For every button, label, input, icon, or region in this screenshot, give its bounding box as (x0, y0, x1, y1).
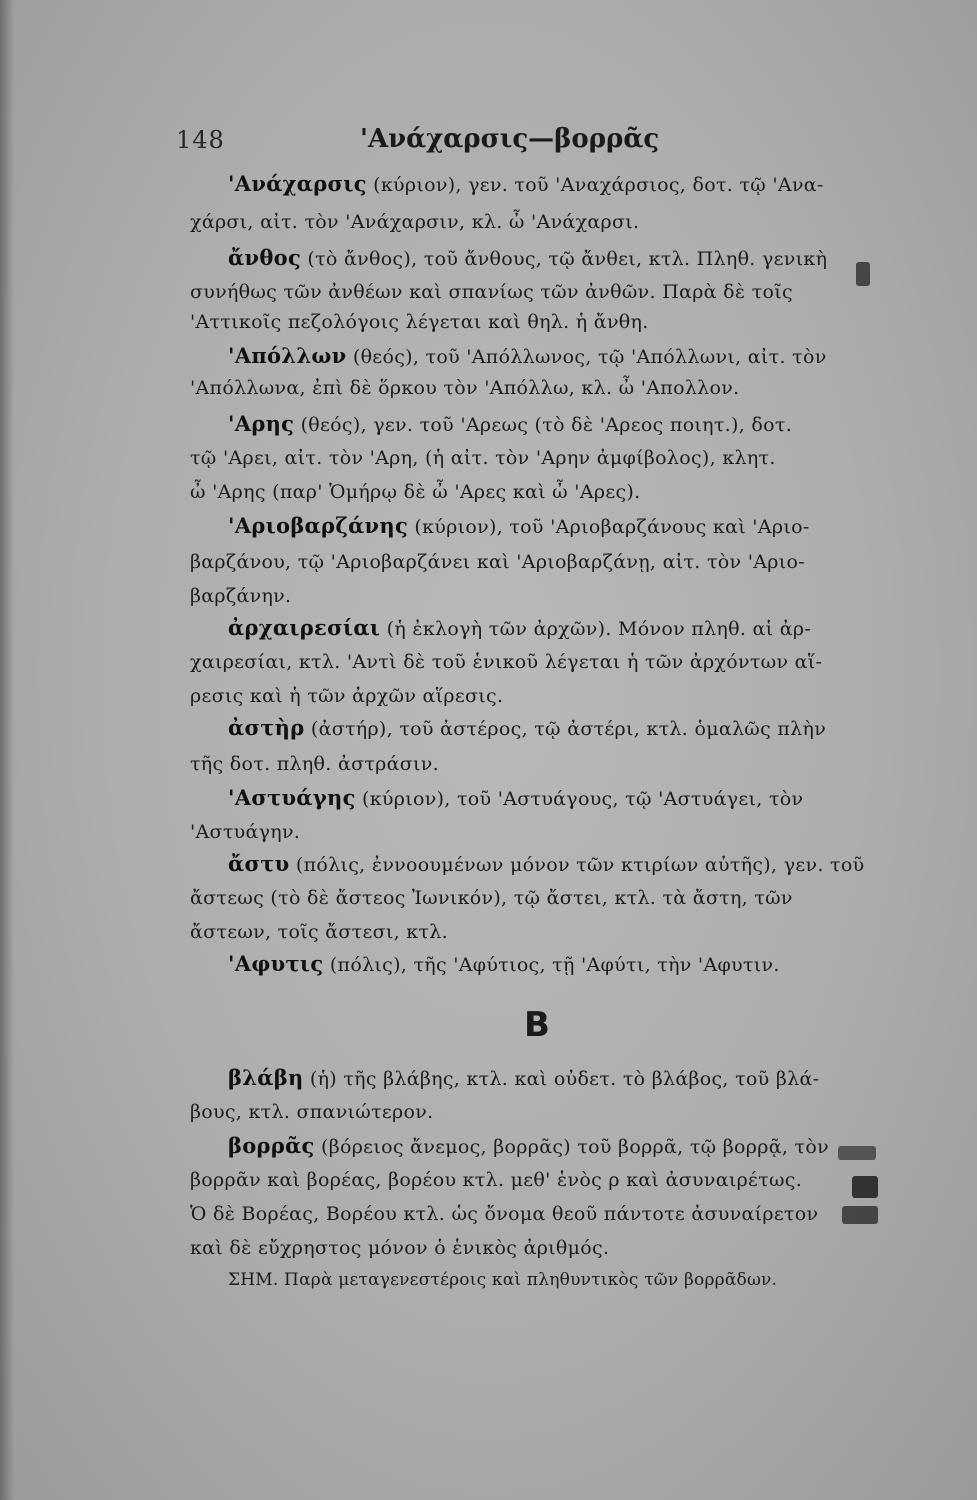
entry-line: 'Αφυτις (πόλις), τῆς 'Αφύτιος, τῇ 'Αφύτι, τὴν 'Αφυτιν. (228, 951, 780, 976)
entry-line: ρεσις καὶ ἡ τῶν ἀρχῶν αἵρεσις. (190, 685, 504, 707)
entry-line: Ὁ δὲ Βορέας, Βορέου κτλ. ὡς ὄνομα θεοῦ πάντοτε ἀσυναίρετον (190, 1203, 819, 1225)
entry-line: τῷ 'Αρει, αἰτ. τὸν 'Αρη, (ἡ αἰτ. τὸν 'Αρην ἀμφίβολος), κλητ. (190, 447, 776, 469)
entry-line: 'Ανάχαρσις (κύριον), γεν. τοῦ 'Αναχάρσιος, δοτ. τῷ 'Ανα- (228, 171, 824, 196)
entry-line: ὦ 'Αρης (παρ' Ὁμήρῳ δὲ ὦ 'Αρες καὶ ὦ 'Αρες). (190, 481, 641, 503)
entry-line: ἄνθος (τὸ ἄνθος), τοῦ ἄνθους, τῷ ἄνθει, κτλ. Πληθ. γενικὴ (228, 245, 828, 270)
entry-line: τῆς δοτ. πληθ. ἀστράσιν. (190, 753, 439, 775)
section-heading-letter: Β (524, 1005, 550, 1045)
entry-line: 'Αριοβαρζάνης (κύριον), τοῦ 'Αριοβαρζάνους καὶ 'Αριο- (228, 513, 810, 538)
entry-line: βλάβη (ἡ) τῆς βλάβης, κτλ. καὶ οὐδετ. τὸ βλάβος, τοῦ βλά- (228, 1065, 820, 1090)
entry-line: 'Απόλλων (θεός), τοῦ 'Απόλλωνος, τῷ 'Απόλλωνι, αἰτ. τὸν (228, 343, 827, 368)
entry-line: ἀστὴρ (ἀστήρ), τοῦ ἀστέρος, τῷ ἀστέρι, κτλ. ὁμαλῶς πλὴν (228, 715, 827, 740)
entry-line: βους, κτλ. σπανιώτερον. (190, 1101, 434, 1123)
running-head (0, 120, 977, 160)
entry-line: συνήθως τῶν ἀνθέων καὶ σπανίως τῶν ἀνθῶν. Παρὰ δὲ τοῖς (190, 281, 793, 303)
entry-line: βαρζάνην. (190, 585, 292, 607)
entry-line: χαιρεσίαι, κτλ. 'Αντὶ δὲ τοῦ ἑνικοῦ λέγεται ἡ τῶν ἀρχόντων αἵ- (190, 651, 823, 673)
entry-line: 'Αστυάγης (κύριον), τοῦ 'Αστυάγους, τῷ 'Αστυάγει, τὸν (228, 785, 804, 810)
entry-line: ἄστυ (πόλις, ἐννοουμένων μόνον τῶν κτιρίων αὐτῆς), γεν. τοῦ (228, 851, 865, 876)
ink-smudge (856, 262, 870, 286)
entry-line: 'Αστυάγην. (190, 821, 301, 843)
page-edge-shadow (0, 0, 14, 1500)
entry-line: 'Αρης (θεός), γεν. τοῦ 'Αρεως (τὸ δὲ 'Αρεος ποιητ.), δοτ. (228, 411, 793, 436)
entry-line: ἀρχαιρεσίαι (ἡ ἐκλογὴ τῶν ἀρχῶν). Μόνον πληθ. αἱ ἀρ- (228, 615, 812, 640)
entry-line: βορρᾶν καὶ βορέας, βορέου κτλ. μεθ' ἑνὸς ρ καὶ ἀσυναιρέτως. (190, 1169, 803, 1191)
ink-smudge (842, 1206, 878, 1224)
entry-line: βαρζάνου, τῷ 'Αριοβαρζάνει καὶ 'Αριοβαρζάνῃ, αἰτ. τὸν 'Αριο- (190, 551, 805, 573)
ink-smudge (852, 1176, 878, 1198)
entry-line: 'Απόλλωνα, ἐπὶ δὲ ὅρκου τὸν 'Απόλλω, κλ. ὦ 'Απολλον. (190, 377, 740, 399)
entry-line: ἄστεων, τοῖς ἄστεσι, κτλ. (190, 921, 448, 943)
entry-line: καὶ δὲ εὔχρηστος μόνον ὁ ἑνικὸς ἀριθμός. (190, 1237, 610, 1259)
running-head-title: 'Ανάχαρσις—βορρᾶς (360, 124, 660, 154)
ink-smudge (838, 1146, 876, 1160)
entry-line: χάρσι, αἰτ. τὸν 'Ανάχαρσιν, κλ. ὦ 'Ανάχαρσι. (190, 211, 640, 233)
entry-line: βορρᾶς (βόρειος ἄνεμος, βορρᾶς) τοῦ βορρᾶ, τῷ βορρᾷ, τὸν (228, 1133, 829, 1158)
entry-line: ἄστεως (τὸ δὲ ἄστεος Ἰωνικόν), τῷ ἄστει, κτλ. τὰ ἄστη, τῶν (190, 887, 793, 909)
footnote-line: ΣΗΜ. Παρὰ μεταγενεστέροις καὶ πληθυντικὸς τῶν βορρᾶδων. (228, 1270, 778, 1290)
entry-line: 'Αττικοῖς πεζολόγοις λέγεται καὶ θηλ. ἡ ἄνθη. (190, 311, 649, 333)
page-number: 148 (176, 126, 225, 154)
